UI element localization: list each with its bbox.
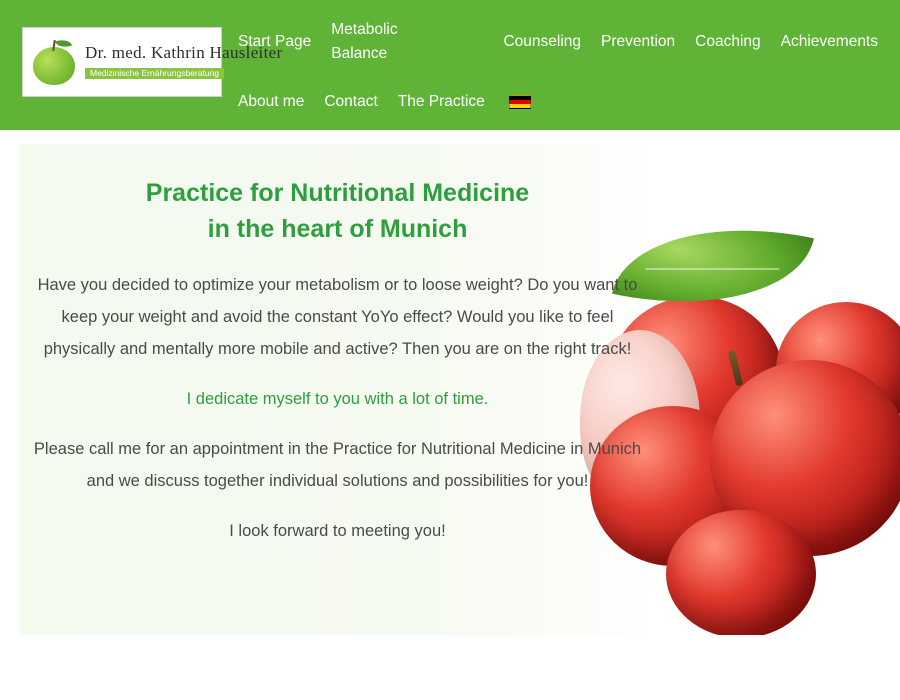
logo-subtitle: Medizinische Ernährungsberatung bbox=[85, 68, 224, 80]
page-title-line1: Practice for Nutritional Medicine bbox=[145, 179, 530, 207]
nav-prevention[interactable]: Prevention bbox=[601, 33, 676, 50]
page-title-line2: in the heart of Munich bbox=[207, 214, 468, 243]
nav-metabolic-balance[interactable]: Metabolic Balance bbox=[331, 21, 398, 62]
nav-contact[interactable]: Contact bbox=[324, 93, 378, 110]
hero-section bbox=[0, 130, 900, 635]
green-apple-icon bbox=[31, 37, 77, 87]
hero-content bbox=[0, 130, 675, 547]
nav-counseling[interactable]: Counseling bbox=[503, 33, 582, 50]
hero-highlight: I dedicate myself to you with a lot of time. bbox=[186, 390, 489, 408]
hero-paragraph-2: Please call me for an appointment in the Practice for Nutritional Medicine in Munich and we discuss together individual solutions and possibilities for you! bbox=[33, 440, 642, 490]
nav-the-practice[interactable]: The Practice bbox=[397, 93, 485, 110]
page-title bbox=[30, 176, 645, 247]
nav-about-me[interactable]: About me bbox=[238, 93, 305, 110]
logo-name: Dr. med. Kathrin Hausleiter bbox=[85, 43, 283, 63]
nav-row-secondary bbox=[228, 86, 531, 118]
main-navigation bbox=[228, 0, 900, 130]
german-flag-icon[interactable] bbox=[509, 95, 531, 109]
hero-paragraph-3: I look forward to meeting you! bbox=[229, 522, 446, 540]
site-header bbox=[0, 0, 900, 130]
nav-achievements[interactable]: Achievements bbox=[780, 33, 878, 50]
nav-start-page[interactable]: Start Page bbox=[238, 33, 312, 50]
page-footer bbox=[0, 635, 900, 700]
nav-row-primary bbox=[228, 14, 888, 70]
nav-coaching[interactable]: Coaching bbox=[695, 33, 761, 50]
hero-paragraph-1: Have you decided to optimize your metabolism or to loose weight? Do you want to keep your weight and avoid the constant YoYo effect? Would you like to feel physically and mentally more mobile and active? Then you are on the right track! bbox=[37, 276, 638, 358]
